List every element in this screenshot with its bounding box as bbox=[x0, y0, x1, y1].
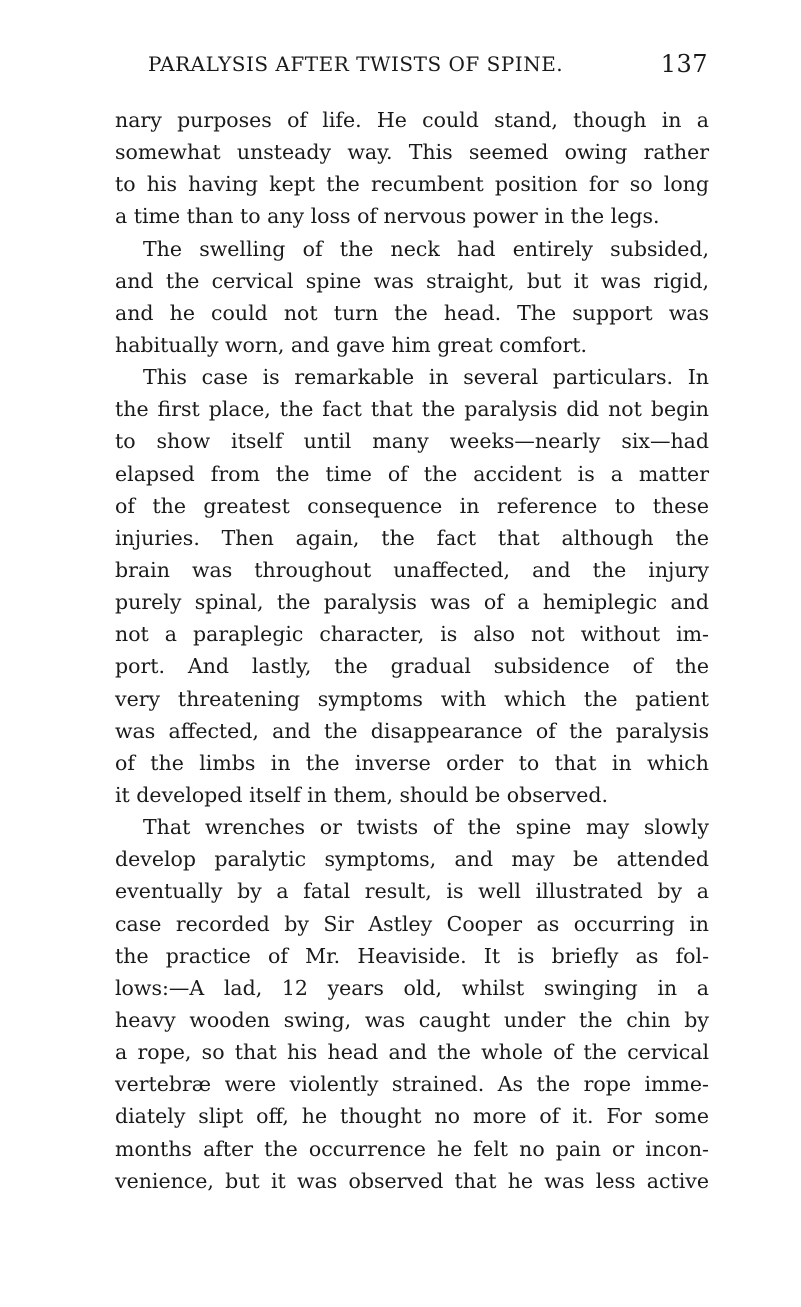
text-line: somewhat unsteady way. This seemed owing rather bbox=[115, 140, 709, 165]
text-line: elapsed from the time of the accident is a matter bbox=[115, 461, 709, 486]
text-line: habitually worn, and gave him great comfort. bbox=[115, 332, 588, 357]
text-line: months after the occurrence he felt no pain or incon- bbox=[115, 1136, 709, 1161]
text-line: vertebræ were violently strained. As the rope imme- bbox=[115, 1072, 709, 1097]
text-line: case recorded by Sir Astley Cooper as occurring in bbox=[115, 911, 709, 936]
text-line: of the greatest consequence in reference to these bbox=[115, 493, 709, 518]
text-line: port. And lastly, the gradual subsidence of the bbox=[115, 654, 709, 679]
text-line: very threatening symptoms with which the patient bbox=[115, 686, 709, 711]
text-line: was affected, and the disappearance of the paralysis bbox=[115, 718, 709, 743]
text-line: venience, but it was observed that he was less active bbox=[115, 1168, 709, 1193]
body-text bbox=[115, 104, 709, 1197]
text-line: the first place, the fact that the paralysis did not begin bbox=[115, 397, 709, 422]
text-line: the practice of Mr. Heaviside. It is briefly as fol- bbox=[115, 943, 709, 968]
text-line: and the cervical spine was straight, but it was rigid, bbox=[115, 268, 709, 293]
text-line: a time than to any loss of nervous power in the legs. bbox=[115, 204, 660, 229]
text-line: and he could not turn the head. The support was bbox=[115, 300, 709, 325]
text-line: diately slipt off, he thought no more of it. For some bbox=[115, 1104, 709, 1129]
text-line: injuries. Then again, the fact that although the bbox=[115, 525, 709, 550]
text-line: develop paralytic symptoms, and may be attended bbox=[115, 847, 709, 872]
page-number: 137 bbox=[660, 50, 708, 78]
text-line: of the limbs in the inverse order to that in which bbox=[115, 750, 709, 775]
running-head bbox=[148, 52, 708, 82]
text-line: to show itself until many weeks—nearly six—had bbox=[115, 429, 709, 454]
text-line: This case is remarkable in several particulars. In bbox=[143, 365, 709, 390]
text-line: brain was throughout unaffected, and the injury bbox=[115, 557, 709, 582]
text-line: lows:—A lad, 12 years old, whilst swinging in a bbox=[115, 975, 709, 1000]
text-line: to his having kept the recumbent position for so long bbox=[115, 172, 709, 197]
text-line: it developed itself in them, should be observed. bbox=[115, 782, 609, 807]
text-line: purely spinal, the paralysis was of a hemiplegic and bbox=[115, 590, 709, 615]
text-line: eventually by a fatal result, is well illustrated by a bbox=[115, 879, 709, 904]
text-line: That wrenches or twists of the spine may slowly bbox=[143, 815, 709, 840]
text-line: nary purposes of life. He could stand, though in a bbox=[115, 108, 709, 132]
text-line: not a paraplegic character, is also not without im- bbox=[115, 622, 709, 647]
text-line: heavy wooden swing, was caught under the chin by bbox=[115, 1007, 709, 1032]
text-line: a rope, so that his head and the whole of the cervical bbox=[115, 1040, 709, 1065]
running-title: PARALYSIS AFTER TWISTS OF SPINE. bbox=[148, 52, 564, 76]
text-line: The swelling of the neck had entirely subsided, bbox=[143, 236, 709, 261]
